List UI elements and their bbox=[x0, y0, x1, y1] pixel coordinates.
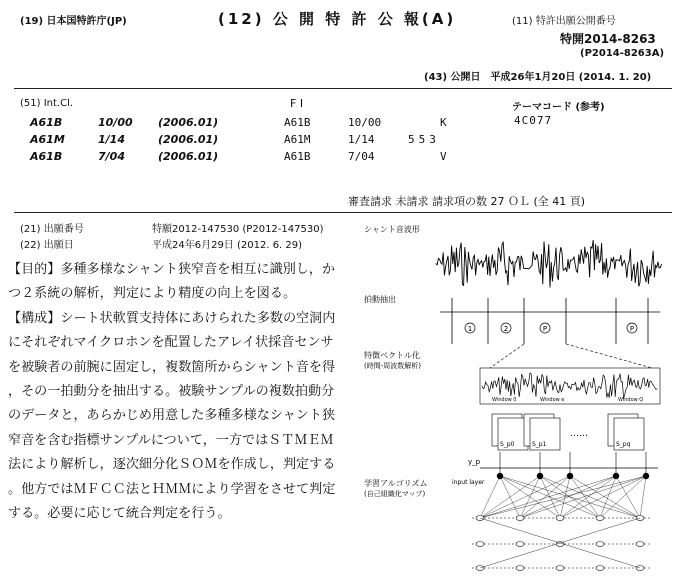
som-node bbox=[556, 516, 564, 521]
class-cell-date: (2006.01) bbox=[158, 116, 219, 129]
fig-label-extract: 拍動抽出 bbox=[364, 295, 396, 304]
theme-code: 4C077 bbox=[514, 114, 553, 127]
som-connection bbox=[600, 476, 616, 518]
abstract-line: する。必要に応じて統合判定を行う。 bbox=[8, 506, 231, 522]
abstract-line: 窄音を含む指標サンプルについて，一方ではＳＴＭＥＭ bbox=[8, 432, 334, 448]
spectral-waveform bbox=[482, 373, 657, 399]
som-connection bbox=[540, 476, 640, 518]
abstract-line: つ２系統の解析，判定により精度の向上を図る。 bbox=[8, 286, 297, 302]
header-divider bbox=[14, 88, 672, 89]
publication-number-alt: (P2014-8263A) bbox=[580, 48, 665, 59]
som-node bbox=[516, 542, 524, 547]
abstract-line: のデータと，あらかじめ用意した多種多様なシャント狭 bbox=[8, 408, 336, 424]
application-number-label: (21) 出願番号 bbox=[20, 224, 84, 235]
s-label: S_p0 bbox=[500, 441, 515, 448]
som-connection bbox=[500, 476, 640, 518]
abstract-line: 【構成】シート状軟質支持体にあけられた多数の空洞内 bbox=[8, 310, 336, 326]
input-layer-label: input layer bbox=[452, 479, 485, 486]
som-connection bbox=[600, 476, 646, 518]
publication-type: (12) 公 開 特 許 公 報(A) bbox=[218, 10, 457, 28]
beat-label: 2 bbox=[503, 325, 509, 333]
class-cell-fi-code: A61B bbox=[284, 150, 311, 163]
beat-segments bbox=[440, 298, 660, 344]
som-connection bbox=[520, 476, 646, 518]
beat-label: 1 bbox=[467, 325, 473, 333]
shunt-waveform bbox=[436, 240, 662, 287]
fig-label-spectral-sub: (時間-周波数解析) bbox=[364, 362, 421, 370]
som-node bbox=[596, 566, 604, 571]
window-label: Window e bbox=[540, 397, 565, 403]
som-node bbox=[596, 516, 604, 521]
publication-number: 特開2014-8263 bbox=[560, 32, 656, 46]
window-label: Window 0 bbox=[492, 397, 517, 403]
class-cell-date: (2006.01) bbox=[158, 133, 219, 146]
class-cell-code: A61B bbox=[30, 116, 63, 129]
theme-code-label: テーマコード (参考) bbox=[512, 102, 605, 113]
class-cell-fi-group: 10/00 bbox=[348, 116, 382, 129]
fig-label-spectral: 特徴ベクトル化 bbox=[364, 351, 420, 360]
dots-ellipsis: …… bbox=[570, 429, 588, 439]
s-label: S_pq bbox=[616, 441, 631, 448]
som-node bbox=[516, 566, 524, 571]
s-label: S_p1 bbox=[532, 441, 547, 448]
fi-label: F I bbox=[290, 97, 304, 110]
som-connection bbox=[520, 476, 616, 518]
som-connection bbox=[500, 476, 520, 518]
fig-label-algo: 学習アルゴリズム bbox=[364, 479, 428, 488]
drawing-figure bbox=[340, 218, 680, 578]
abstract-line: 法により解析し，逐次細分化ＳＯＭを作成し，判定する bbox=[8, 457, 336, 473]
class-cell-fi-code: A61B bbox=[284, 116, 311, 129]
som-connection bbox=[480, 476, 646, 518]
class-cell-fi-suffix: K bbox=[440, 116, 447, 129]
classification-divider bbox=[14, 212, 672, 213]
class-cell-group: 10/00 bbox=[98, 116, 133, 129]
abstract-line: 【目的】多種多様なシャント狭窄音を相互に識別し，か bbox=[8, 262, 336, 277]
class-cell-fi-suffix: V bbox=[440, 150, 447, 163]
zoom-lines bbox=[490, 344, 652, 368]
issuer: (19) 日本国特許庁(JP) bbox=[20, 16, 127, 27]
beat-label: P bbox=[542, 325, 548, 333]
abstract-text bbox=[8, 258, 336, 526]
int-cl-label: (51) Int.Cl. bbox=[20, 98, 74, 109]
application-date-label: (22) 出願日 bbox=[20, 240, 74, 251]
class-cell-code: A61M bbox=[30, 133, 65, 146]
application-number: 特願2012-147530 (P2012-147530) bbox=[152, 224, 324, 235]
publication-date: (43) 公開日 平成26年1月20日 (2014. 1. 20) bbox=[424, 72, 652, 83]
application-date: 平成24年6月29日 (2012. 6. 29) bbox=[152, 240, 303, 251]
som-node bbox=[596, 542, 604, 547]
som-node bbox=[636, 542, 644, 547]
yp-label: y_p bbox=[468, 458, 481, 466]
abstract-line: を被験者の前腕に固定し，複数箇所からシャント音を得 bbox=[8, 359, 336, 375]
fig-label-algo-sub: (自己組織化マップ) bbox=[364, 490, 426, 498]
abstract-line: ，その一拍動分を抽出する。被験サンプルの複数拍動分 bbox=[8, 384, 335, 400]
class-cell-group: 1/14 bbox=[98, 133, 125, 146]
class-cell-code: A61B bbox=[30, 150, 63, 163]
som-connection bbox=[480, 476, 570, 518]
fig-label-waveform: シャント音波形 bbox=[364, 225, 420, 234]
som-connection bbox=[640, 476, 646, 518]
class-cell-group: 7/04 bbox=[98, 150, 125, 163]
som-node bbox=[516, 516, 524, 521]
class-cell-fi-group: 1/14 bbox=[348, 133, 375, 146]
abstract-line: にそれぞれマイクロホンを配置したアレイ状採音センサ bbox=[8, 335, 334, 351]
som-node bbox=[476, 542, 484, 547]
som-node bbox=[556, 566, 564, 571]
class-cell-date: (2006.01) bbox=[158, 150, 219, 163]
som-connection bbox=[560, 476, 646, 518]
class-cell-fi-group: 7/04 bbox=[348, 150, 375, 163]
window-label: Window Q bbox=[618, 397, 644, 403]
abstract-line: 。他方ではＭＦＣＣ法とＨＭＭにより学習をさせて判定 bbox=[8, 481, 336, 497]
publication-number-label: (11) 特許出願公開番号 bbox=[512, 16, 616, 27]
som-connection bbox=[570, 476, 640, 518]
exam-status: 審査請求 未請求 請求項の数 27 ＯＬ (全 41 頁) bbox=[348, 195, 586, 208]
class-cell-fi-extra: 553 bbox=[408, 133, 440, 146]
som-connection bbox=[500, 476, 560, 518]
class-cell-fi-code: A61M bbox=[284, 133, 311, 146]
beat-label: P bbox=[629, 325, 635, 333]
